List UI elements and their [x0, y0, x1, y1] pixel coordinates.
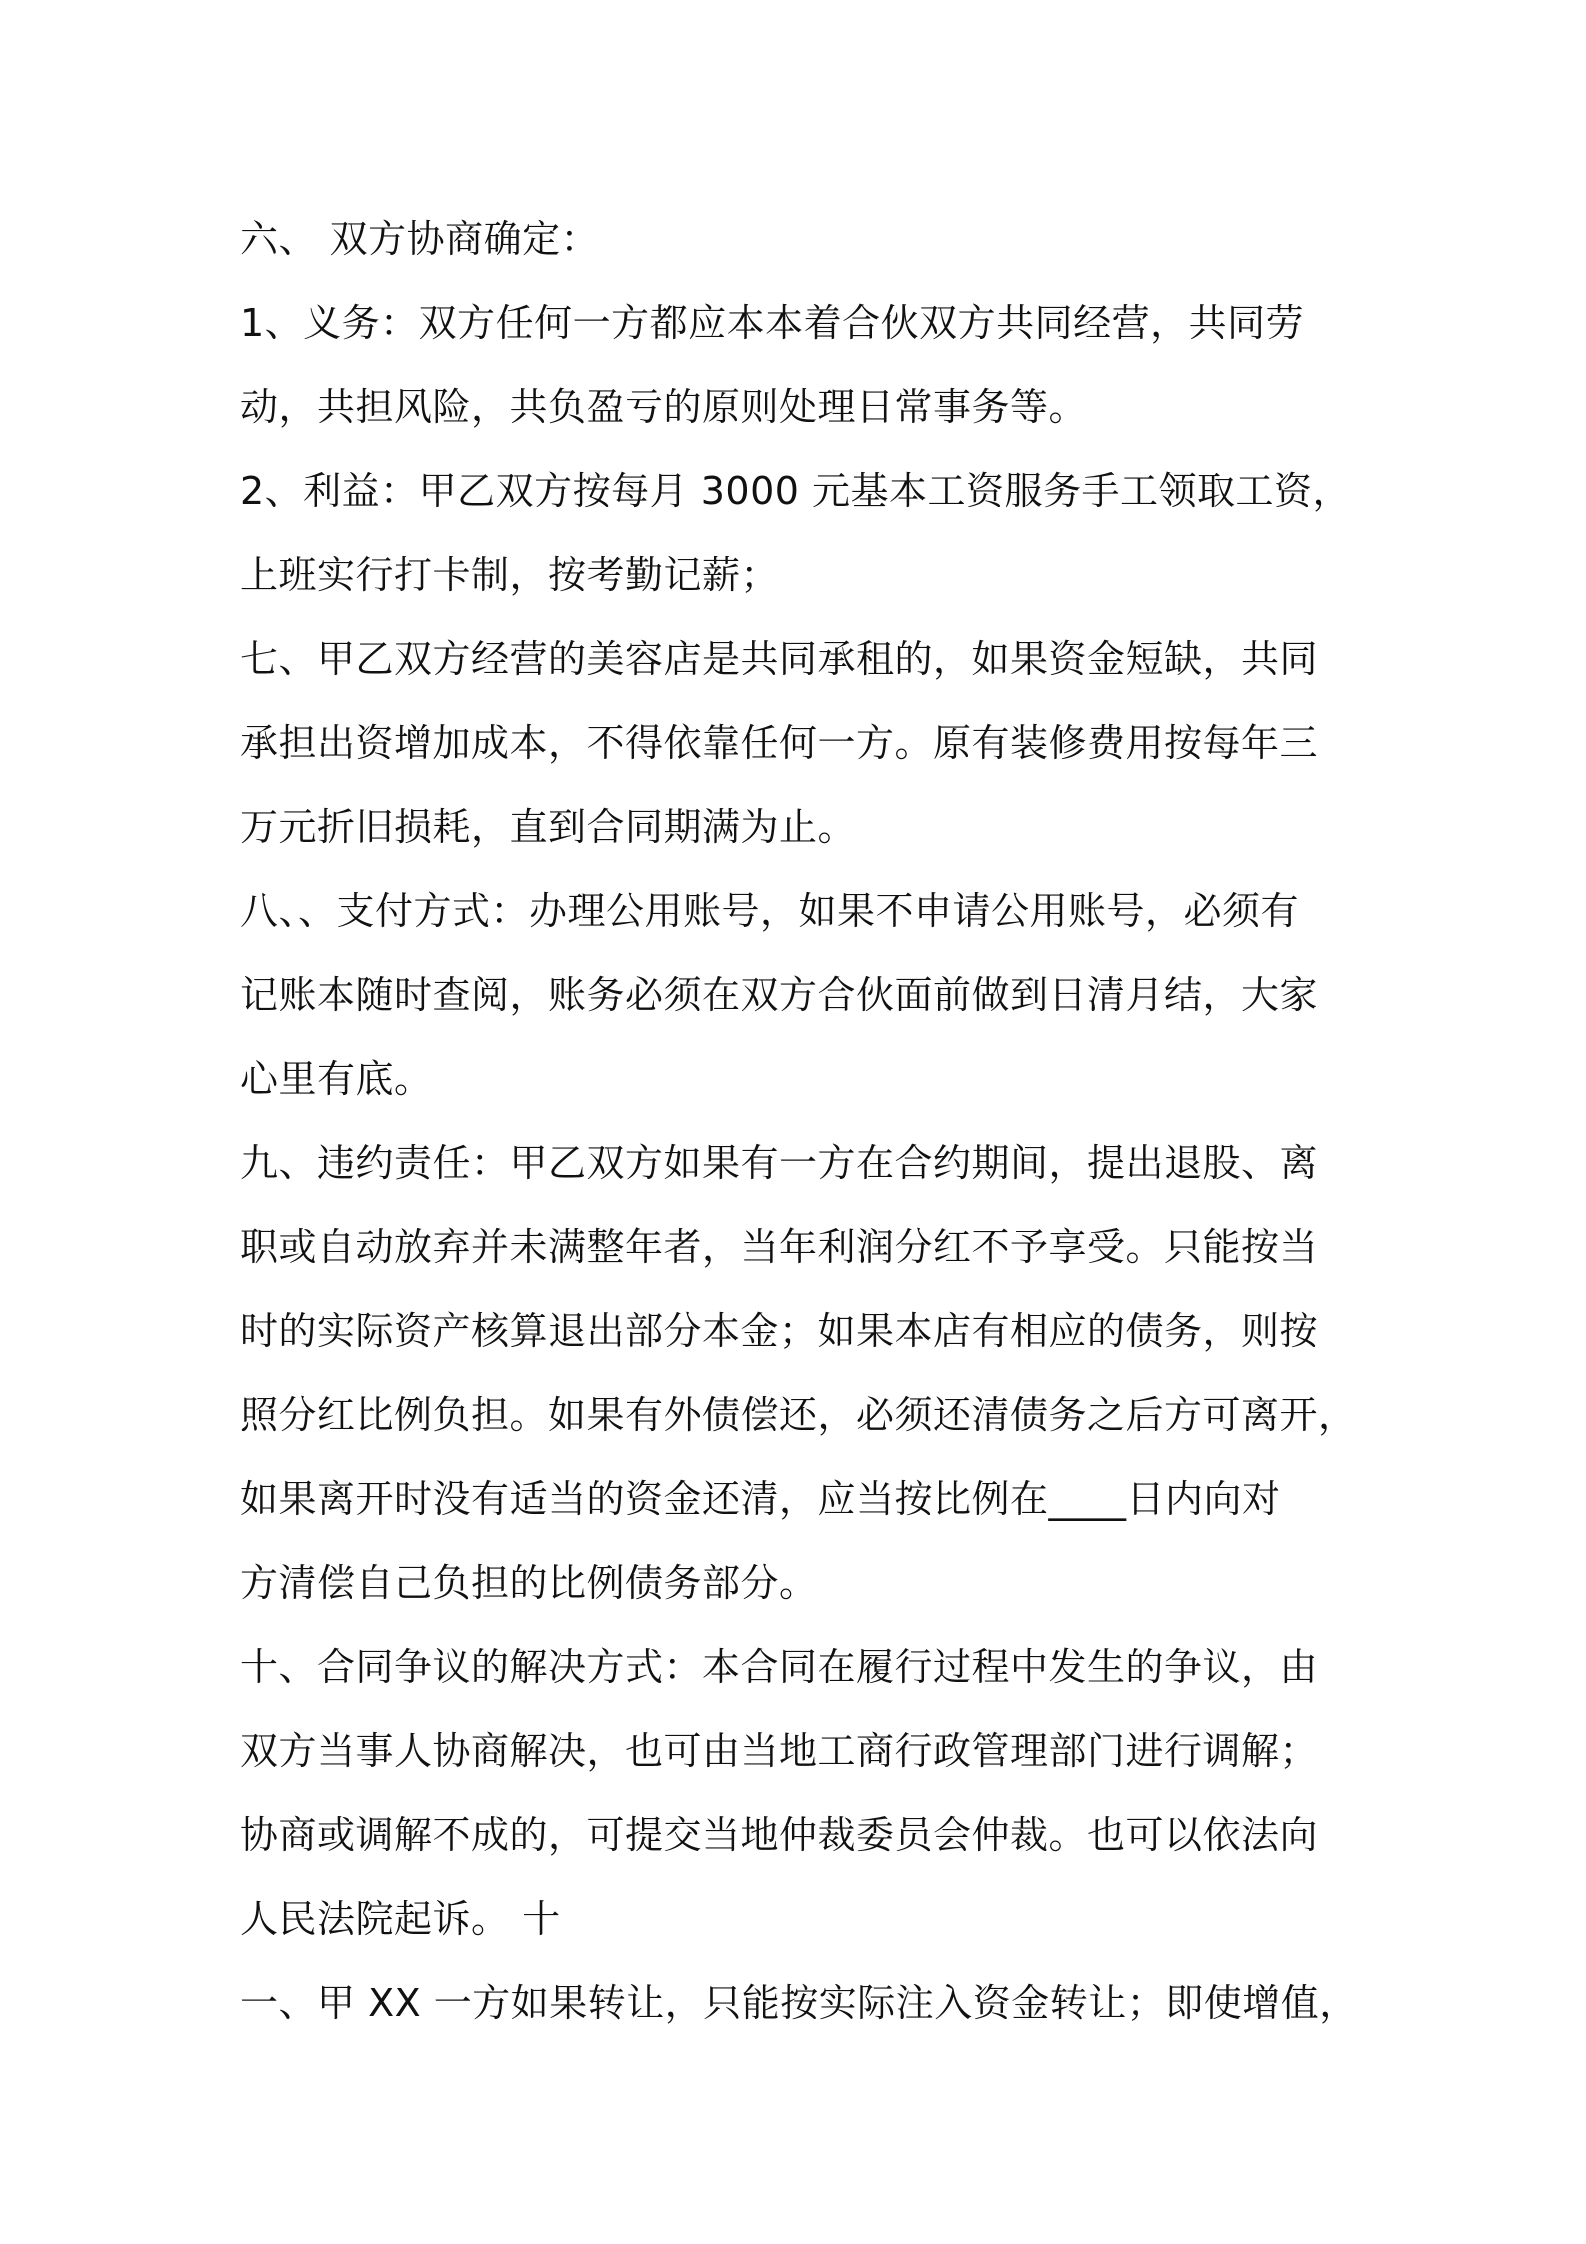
text-line: 方清偿自己负担的比例债务部分。 [240, 1561, 818, 1605]
text-line: 时的实际资产核算退出部分本金；如果本店有相应的债务，则按 [240, 1309, 1319, 1353]
text-line: 协商或调解不成的，可提交当地仲裁委员会仲裁。也可以依法向 [240, 1813, 1319, 1857]
text-line: 动，共担风险，共负盈亏的原则处理日常事务等。 [240, 385, 1088, 429]
text-line: 十、合同争议的解决方式：本合同在履行过程中发生的争议，由 [240, 1645, 1319, 1689]
text-line: 心里有底。 [240, 1057, 433, 1101]
text-line: 1、义务：双方任何一方都应本本着合伙双方共同经营，共同劳 [240, 301, 1305, 345]
text-line: 如果离开时没有适当的资金还清，应当按比例在____日内向对 [240, 1477, 1281, 1521]
heading-section-6: 六、 双方协商确定： [240, 217, 600, 261]
text-line: 承担出资增加成本，不得依靠任何一方。原有装修费用按每年三 [240, 721, 1319, 765]
text-line: 九、违约责任：甲乙双方如果有一方在合约期间，提出退股、离 [240, 1141, 1319, 1185]
text-line: 上班实行打卡制，按考勤记薪； [240, 553, 780, 597]
text-line: 八、、支付方式：办理公用账号，如果不申请公用账号，必须有 [240, 889, 1300, 933]
text-line: 七、甲乙双方经营的美容店是共同承租的，如果资金短缺，共同 [240, 637, 1319, 681]
text-line: 一、甲 XX 一方如果转让，只能按实际注入资金转让；即使增值， [240, 1981, 1358, 2025]
text-line: 万元折旧损耗，直到合同期满为止。 [240, 805, 857, 849]
text-line: 人民法院起诉。 十 [240, 1897, 561, 1941]
text-line: 照分红比例负担。如果有外债偿还，必须还清债务之后方可离开， [240, 1393, 1357, 1437]
text-line: 记账本随时查阅，账务必须在双方合伙面前做到日清月结，大家 [240, 973, 1319, 1017]
document-body [240, 197, 1360, 2045]
text-line: 双方当事人协商解决，也可由当地工商行政管理部门进行调解； [240, 1729, 1319, 1773]
text-line: 2、利益：甲乙双方按每月 3000 元基本工资服务手工领取工资， [240, 469, 1352, 513]
text-line: 职或自动放弃并未满整年者，当年利润分红不予享受。只能按当 [240, 1225, 1319, 1269]
